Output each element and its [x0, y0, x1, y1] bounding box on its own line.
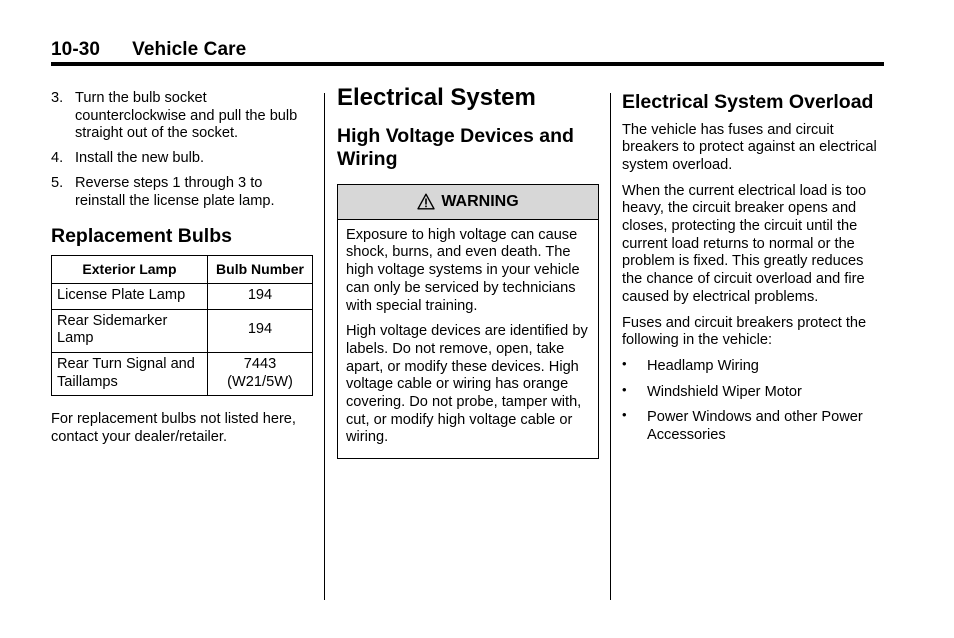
column-divider-2	[610, 93, 611, 600]
list-item	[622, 355, 884, 376]
warning-body	[338, 220, 598, 458]
table-row	[52, 353, 313, 396]
section-title: Vehicle Care	[132, 39, 247, 60]
bullet: •	[622, 355, 627, 371]
column-divider-1	[324, 93, 325, 600]
step-item	[51, 90, 313, 143]
steps-list	[51, 90, 313, 210]
bulb-number-cell: 194	[208, 309, 313, 352]
replacement-note: For replacement bulbs not listed here, contact your dealer/retailer.	[51, 411, 296, 446]
overload-paragraph: Fuses and circuit breakers protect the following in the vehicle:	[622, 314, 867, 349]
page-number: 10-30	[51, 39, 101, 60]
list-item-text: Windshield Wiper Motor	[647, 383, 802, 400]
list-item-text: Power Windows and other Power Accessories	[647, 409, 863, 444]
overload-paragraph: When the current electrical load is too heavy, the circuit breaker opens and closes, protecting the circuit until the current load returns to normal or the problem is fixed. This greatly reduces the chance of circuit overload and fire caused by electrical problems.	[622, 182, 867, 305]
bullet: •	[622, 381, 627, 397]
step-item	[51, 150, 313, 168]
warning-triangle-icon	[417, 193, 435, 210]
column-header-bulb-number: Bulb Number	[208, 255, 313, 283]
step-text: Turn the bulb socket counterclockwise and pull the bulb straight out of the socket.	[75, 90, 298, 142]
bullet: •	[622, 407, 627, 423]
step-item	[51, 175, 313, 210]
overload-heading: Electrical System Overload	[622, 91, 874, 113]
table-row	[52, 309, 313, 352]
column-right	[622, 90, 884, 453]
step-number: 4.	[51, 150, 64, 167]
lamp-cell: Rear Sidemarker Lamp	[52, 309, 208, 352]
warning-label: WARNING	[441, 192, 519, 210]
protected-items-list	[622, 355, 884, 445]
warning-box	[337, 184, 599, 459]
step-number: 5.	[51, 174, 64, 191]
list-item-text: Headlamp Wiring	[647, 357, 759, 374]
list-item	[622, 381, 884, 402]
warning-paragraph: Exposure to high voltage can cause shock, burns, and even death. The high voltage systems in your vehicle can only be serviced by technicians with special training.	[346, 226, 580, 314]
step-text: Install the new bulb.	[75, 150, 204, 167]
column-header-exterior-lamp: Exterior Lamp	[52, 255, 208, 283]
page-header	[51, 39, 246, 61]
warning-header	[338, 185, 598, 220]
column-left	[51, 90, 313, 447]
electrical-system-heading: Electrical System	[337, 84, 536, 111]
replacement-bulbs-heading: Replacement Bulbs	[51, 225, 232, 248]
step-text: Reverse steps 1 through 3 to reinstall the license plate lamp.	[75, 174, 275, 209]
lamp-cell: License Plate Lamp	[52, 283, 208, 309]
overload-paragraph: The vehicle has fuses and circuit breakers to protect against an electrical system overload.	[622, 121, 877, 173]
header-rule	[51, 62, 884, 66]
list-item	[622, 409, 884, 444]
warning-paragraph: High voltage devices are identified by labels. Do not remove, open, take apart, or modify these devices. High voltage cable or wiring has orange covering. Do not probe, tamper with, cut, or modify high voltage cable or wiring.	[346, 323, 588, 446]
lamp-cell: Rear Turn Signal and Taillamps	[52, 353, 208, 396]
step-number: 3.	[51, 90, 64, 106]
column-middle	[337, 84, 599, 459]
bulb-table	[51, 255, 313, 397]
bulb-number-cell: 7443 (W21/5W)	[208, 353, 313, 396]
table-row	[52, 283, 313, 309]
high-voltage-heading: High Voltage Devices and Wiring	[337, 124, 574, 171]
table-header-row	[52, 255, 313, 283]
bulb-number-cell: 194	[208, 283, 313, 309]
